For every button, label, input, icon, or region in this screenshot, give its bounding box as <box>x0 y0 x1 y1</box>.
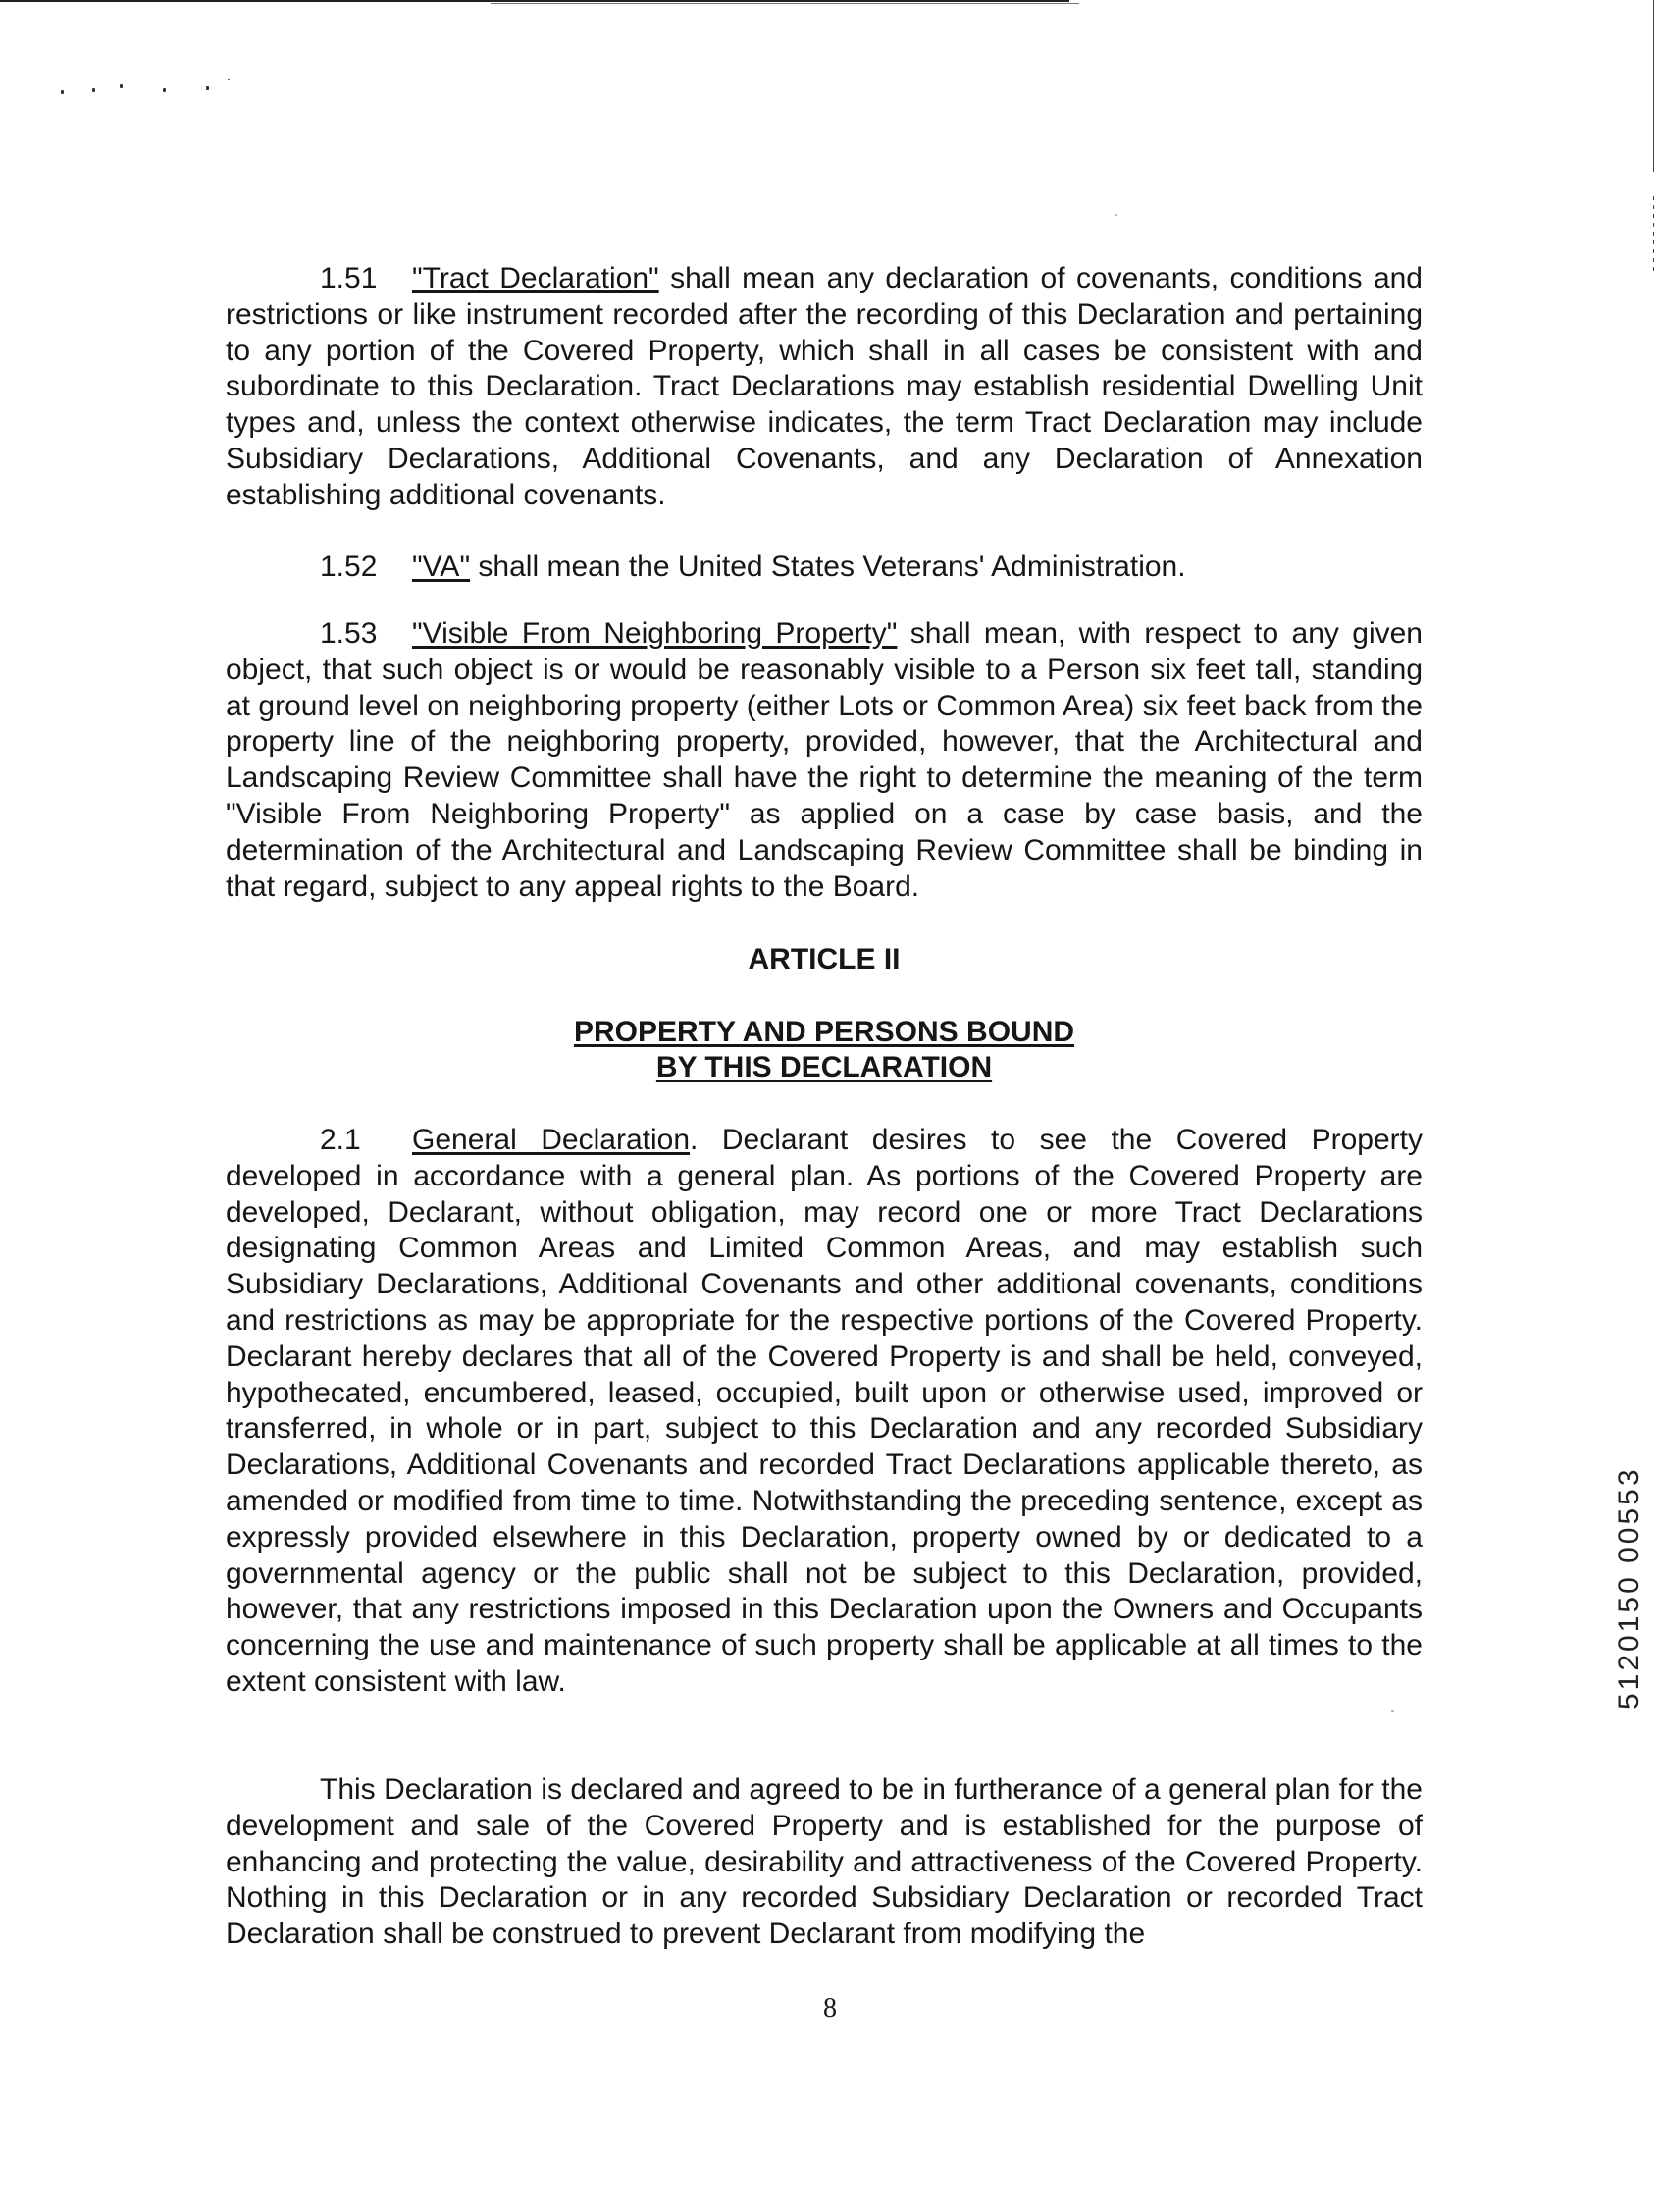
defined-term: "Tract Declaration" <box>412 262 659 294</box>
section-text: shall mean the United States Veterans' Administration. <box>470 551 1186 583</box>
article-title-line-2: BY THIS DECLARATION <box>655 1051 993 1083</box>
scan-speck <box>92 88 95 92</box>
section-number: 1.51 <box>320 262 378 294</box>
scan-speck <box>163 88 166 92</box>
scan-right-edge <box>1653 0 1654 172</box>
section-number: 1.52 <box>320 551 378 583</box>
article-label: ARTICLE II <box>748 943 901 975</box>
scan-speck <box>120 84 123 88</box>
closing-paragraph-text: This Declaration is declared and agreed to be in furtherance of a general plan for the development and sale of the Covered Property and is established for the purpose of enhancing and protecting the value, desirability and attractiveness of the Covered Property. Nothing in this Declaration or in any recorded Subsidiary Declaration or recorded Tract Declaration shall be construed to prevent Declarant from modifying the <box>226 1773 1423 1951</box>
section-1-51 <box>226 261 1423 514</box>
scan-speck <box>206 86 209 90</box>
scan-edge-line <box>0 0 1069 2</box>
section-1-52 <box>226 550 1423 586</box>
scan-speck <box>228 79 230 80</box>
page-number: 8 <box>823 1993 837 2024</box>
section-number: 2.1 <box>320 1124 361 1156</box>
section-text: shall mean any declaration of covenants, conditions and restrictions or like instrument recorded after the recording of this Declaration and pertaining to any portion of the Covered Property, which shall in all cases be consistent with and subordinate to this Declaration. Tract Declarations may establish residential Dwelling Unit types and, unless the context otherwise indicates, the term Tract Declaration may include Subsidiary Declarations, Additional Covenants, and any Declaration of Annexation establishing additional covenants. <box>226 262 1423 511</box>
scan-edge-line <box>491 3 1079 4</box>
section-text: . Declarant desires to see the Covered Property developed in accordance with a general plan. As portions of the Covered Property are developed, Declarant, without obligation, may record one or more Tract Declarations designating Common Areas and Limited Common Areas, and may establish such Subsidiary Declarations, Additional Covenants and other additional covenants, conditions and restrictions as may be appropriate for the respective portions of the Covered Property. Declarant hereby declares that all of the Covered Property is and shall be held, conveyed, hypothecated, encumbered, leased, occupied, built upon or otherwise used, improved or transferred, in whole or in part, subject to this Declaration and any recorded Subsidiary Declarations, Additional Covenants and recorded Tract Declarations applicable thereto, as amended or modified from time to time. Notwithstanding the preceding sentence, except as expressly provided elsewhere in this Declaration, property owned by or dedicated to a governmental agency or the public shall not be subject to this Declaration, provided, however, that any restrictions imposed in this Declaration upon the Owners and Occupants concerning the use and maintenance of such property shall be applicable at all times to the extent consistent with law. <box>226 1124 1423 1698</box>
section-1-53 <box>226 616 1423 905</box>
section-2-1 <box>226 1123 1423 1701</box>
section-number: 1.53 <box>320 617 378 650</box>
section-text: shall mean, with respect to any given object, that such object is or would be reasonably visible to a Person six feet tall, standing at ground level on neighboring property (either Lots or Common Area) six feet back from the property line of the neighboring property, provided, however, that the Architectural and Landscaping Review Committee shall have the right to determine the meaning of the term "Visible From Neighboring Property" as applied on a case by case basis, and the determination of the Architectural and Landscaping Review Committee shall be binding in that regard, subject to any appeal rights to the Board. <box>226 617 1423 903</box>
defined-term: "Visible From Neighboring Property" <box>412 617 898 650</box>
defined-term: General Declaration <box>412 1124 690 1156</box>
closing-paragraph <box>226 1772 1423 1953</box>
scan-right-edge-dots <box>1653 196 1654 275</box>
scan-speck <box>1391 1710 1394 1712</box>
scan-speck <box>1115 214 1117 216</box>
article-title-line-1: PROPERTY AND PERSONS BOUND <box>573 1016 1075 1048</box>
scan-speck <box>61 90 64 94</box>
document-number-stamp: 5120150 00553 <box>1613 1466 1645 1710</box>
defined-term: "VA" <box>412 551 471 583</box>
